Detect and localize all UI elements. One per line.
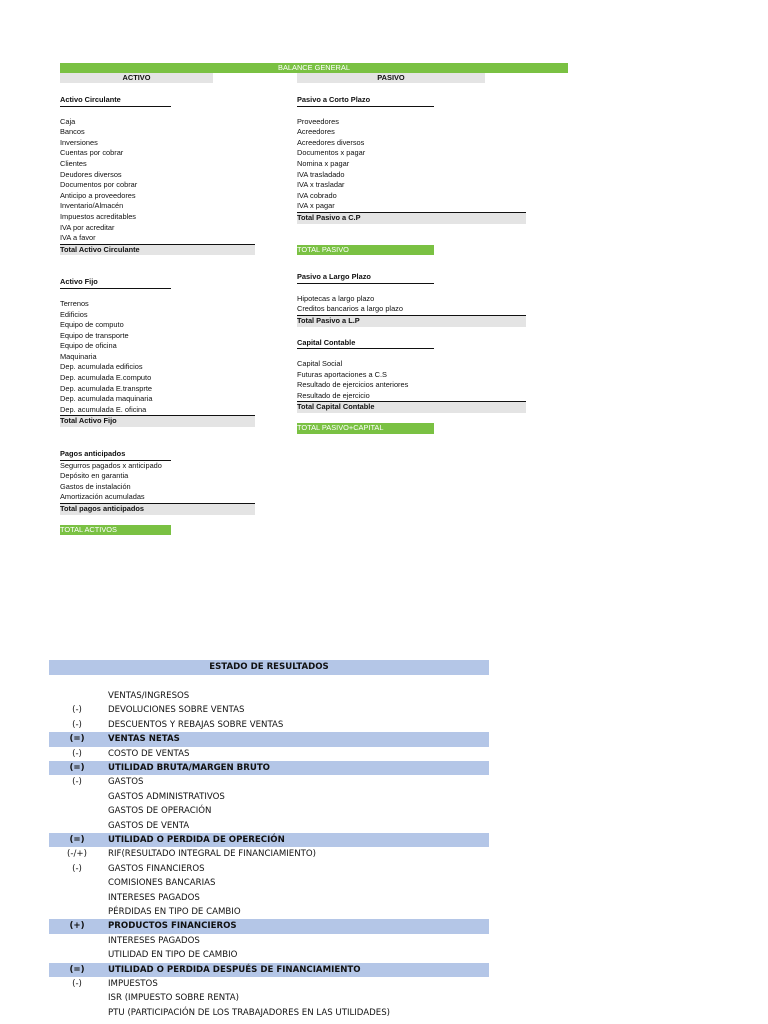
estado-row [49, 1006, 489, 1020]
estado-row-label: UTILIDAD BRUTA/MARGEN BRUTO [108, 763, 270, 773]
pasivo-column [297, 95, 527, 434]
estado-row-label: UTILIDAD EN TIPO DE CAMBIO [108, 950, 238, 961]
total-activos: TOTAL ACTIVOS [60, 525, 171, 536]
list-item: Equipo de oficina [60, 341, 117, 351]
pasivo-corto-title: Pasivo a Corto Plazo [297, 95, 434, 107]
list-item: Depósito en garantia [60, 471, 129, 481]
estado-row [49, 718, 489, 732]
list-item: Bancos [60, 127, 85, 137]
estado-total-row [49, 919, 489, 933]
estado-row-label: COSTO DE VENTAS [108, 748, 190, 759]
estado-total-row [49, 963, 489, 977]
list-item: Inversiones [60, 137, 98, 147]
estado-row-label: PTU (PARTICIPACIÓN DE LOS TRABAJADORES EN LAS UTILIDADES) [108, 1007, 391, 1018]
estado-row-label: DEVOLUCIONES SOBRE VENTAS [108, 705, 245, 716]
estado-row-sign: (=) [69, 835, 85, 845]
estado-row [49, 775, 489, 789]
capital-title: Capital Contable [297, 338, 434, 350]
estado-row-label: DESCUENTOS Y REBAJAS SOBRE VENTAS [108, 719, 284, 730]
estado-row-label: VENTAS/INGRESOS [108, 691, 190, 701]
capital-list [297, 359, 527, 401]
estado-row [49, 891, 489, 905]
activo-fijo-title: Activo Fijo [60, 277, 171, 289]
total-activo-circulante: Total Activo Circulante [60, 244, 255, 256]
estado-row-sign: (-) [72, 719, 82, 730]
list-item: Capital Social [297, 359, 343, 369]
total-pasivo-capital: TOTAL PASIVO+CAPITAL [297, 423, 434, 434]
list-item: IVA cobrado [297, 190, 337, 200]
list-item: Documentos por cobrar [60, 180, 138, 190]
list-item: IVA x trasladar [297, 180, 345, 190]
estado-row [49, 948, 489, 962]
estado-row-label: INTERESES PAGADOS [108, 935, 200, 946]
pasivo-largo-list [297, 294, 527, 315]
estado-row-sign: (-/+) [67, 849, 87, 860]
estado-row [49, 747, 489, 761]
estado-row [49, 934, 489, 948]
list-item: Anticipo a proveedores [60, 190, 136, 200]
estado-row [49, 804, 489, 818]
estado-row [49, 790, 489, 804]
pagos-anticipados-list [60, 461, 256, 503]
balance-title: BALANCE GENERAL [60, 63, 568, 73]
list-item: Maquinaria [60, 351, 97, 361]
list-item: Dep. acumulada edificios [60, 362, 143, 372]
estado-row [49, 862, 489, 876]
list-item: IVA trasladado [297, 169, 345, 179]
pasivo-largo-title: Pasivo a Largo Plazo [297, 272, 434, 284]
estado-row-label: GASTOS [108, 777, 144, 788]
estado-row-label: ISR (IMPUESTO SOBRE RENTA) [108, 993, 239, 1004]
list-item: Amortización acumuladas [60, 492, 145, 502]
estado-row [49, 819, 489, 833]
list-item: Resultado de ejercicio [297, 390, 370, 400]
estado-row [49, 991, 489, 1005]
pasivo-corto-list [297, 117, 527, 212]
estado-row-label: PÉRDIDAS EN TIPO DE CAMBIO [108, 907, 241, 917]
activo-circulante-title: Activo Circulante [60, 95, 171, 107]
activo-fijo-list [60, 299, 256, 416]
estado-row-label: GASTOS DE OPERACIÓN [108, 806, 212, 817]
activo-circulante-list [60, 117, 256, 244]
total-pasivo: TOTAL PASIVO [297, 245, 434, 256]
list-item: IVA a favor [60, 233, 96, 243]
pagos-anticipados-title: Pagos anticipados [60, 449, 171, 461]
estado-row [49, 689, 489, 703]
list-item: Equipo de computo [60, 320, 124, 330]
estado-total-row [49, 761, 489, 775]
list-item: Hipotecas a largo plazo [297, 293, 375, 303]
estado-row-sign: (-) [72, 705, 82, 716]
list-item: Futuras aportaciones a C.S [297, 369, 387, 379]
list-item: Impuestos acreditables [60, 211, 136, 221]
estado-total-row [49, 732, 489, 746]
list-item: Caja [60, 116, 76, 126]
estado-row-label: UTILIDAD O PERDIDA DE OPERECIÓN [108, 835, 285, 845]
estado-row-sign: (-) [72, 777, 82, 788]
list-item: Nomina x pagar [297, 158, 350, 168]
list-item: Gastos de instalación [60, 481, 131, 491]
total-pasivo-lp: Total Pasivo a L.P [297, 315, 526, 327]
estado-row-label: INTERESES PAGADOS [108, 892, 200, 903]
list-item: Cuentas por cobrar [60, 148, 124, 158]
estado-row-sign: (-) [72, 748, 82, 759]
list-item: IVA x pagar [297, 201, 335, 211]
total-activo-fijo: Total Activo Fijo [60, 415, 255, 427]
estado-row [49, 703, 489, 717]
estado-row-label: COMISIONES BANCARIAS [108, 878, 216, 889]
total-capital: Total Capital Contable [297, 401, 526, 413]
list-item: Creditos bancarios a largo plazo [297, 304, 403, 314]
estado-row-label: GASTOS ADMINISTRATIVOS [108, 791, 225, 802]
estado-row-label: UTILIDAD O PERDIDA DESPUÉS DE FINANCIAMIENTO [108, 964, 361, 975]
estado-row-sign: (-) [72, 979, 82, 989]
list-item: Acreedores [297, 127, 335, 137]
estado-row-label: PRODUCTOS FINANCIEROS [108, 921, 237, 932]
list-item: Inventario/Almacén [60, 201, 124, 211]
list-item: Proveedores [297, 116, 339, 126]
estado-row-sign: (+) [69, 921, 85, 932]
estado-row-label: GASTOS DE VENTA [108, 820, 190, 831]
estado-rows [0, 689, 768, 1024]
estado-row-label: GASTOS FINANCIEROS [108, 863, 205, 874]
estado-row [49, 847, 489, 861]
estado-total-row [49, 833, 489, 847]
estado-row [49, 905, 489, 919]
list-item: Equipo de transporte [60, 330, 129, 340]
list-item: Terrenos [60, 298, 89, 308]
list-item: Dep. acumulada E.transprte [60, 383, 153, 393]
list-item: Dep. acumulada E.computo [60, 373, 152, 383]
total-pagos-anticipados: Total pagos anticipados [60, 503, 255, 515]
list-item: Dep. acumulada E. oficina [60, 404, 147, 414]
list-item: IVA por acreditar [60, 222, 115, 232]
estado-title: ESTADO DE RESULTADOS [49, 660, 489, 675]
total-pasivo-cp: Total Pasivo a C.P [297, 212, 526, 224]
list-item: Segurros pagados x anticipado [60, 460, 162, 470]
estado-row-sign: (=) [69, 964, 85, 975]
activo-header: ACTIVO [60, 73, 213, 83]
list-item: Clientes [60, 158, 87, 168]
list-item: Edificios [60, 309, 88, 319]
estado-row-sign: (=) [69, 763, 85, 773]
estado-row-label: VENTAS NETAS [108, 734, 180, 745]
activo-column [60, 95, 256, 535]
estado-row-sign: (=) [69, 734, 85, 745]
estado-row [49, 876, 489, 890]
list-item: Documentos x pagar [297, 148, 366, 158]
estado-row [49, 977, 489, 991]
estado-row-label: IMPUESTOS [108, 979, 158, 989]
list-item: Dep. acumulada maquinaria [60, 394, 153, 404]
list-item: Resultado de ejercicios anteriores [297, 380, 409, 390]
pasivo-header: PASIVO [297, 73, 485, 83]
estado-row-sign: (-) [72, 863, 82, 874]
estado-row-label: RIF(RESULTADO INTEGRAL DE FINANCIAMIENTO) [108, 849, 317, 860]
list-item: Acreedores diversos [297, 137, 365, 147]
list-item: Deudores diversos [60, 169, 122, 179]
